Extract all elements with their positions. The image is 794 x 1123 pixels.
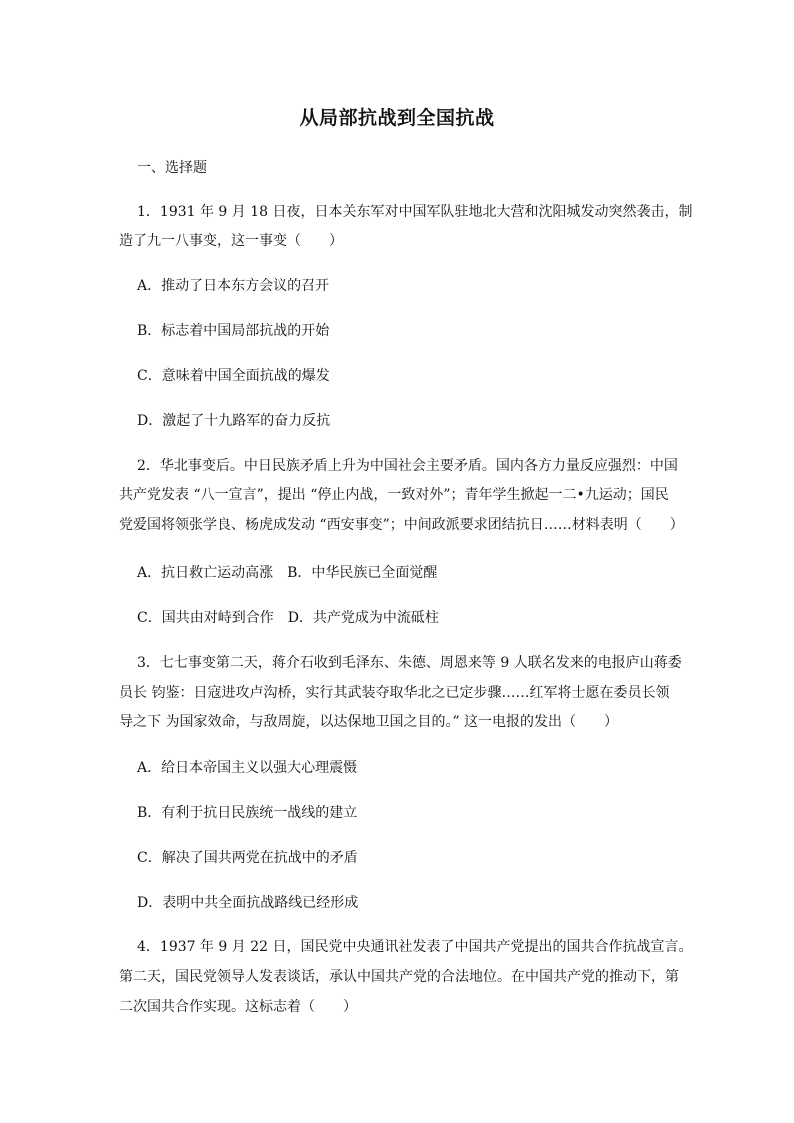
question-1-option-c: C．意味着中国全面抗战的爆发 bbox=[137, 368, 330, 384]
question-1-option-a: A．推动了日本东方会议的召开 bbox=[137, 278, 330, 294]
question-2-stem-line-2: 共产党发表 “八一宣言”，提出 “停止内战，一致对外”；青年学生掀起一二•九运动；国民 bbox=[119, 487, 669, 503]
question-3-option-c: C．解决了国共两党在抗战中的矛盾 bbox=[137, 850, 358, 866]
question-2-options-ab: A．抗日救亡运动高涨 B．中华民族已全面觉醒 bbox=[137, 565, 438, 581]
question-2-stem-line-1: 2．华北事变后。中日民族矛盾上升为中国社会主要矛盾。国内各方力量反应强烈：中国 bbox=[137, 458, 678, 474]
section-heading: 一、选择题 bbox=[137, 160, 207, 176]
question-2-options-cd: C．国共由对峙到合作 D．共产党成为中流砥柱 bbox=[137, 610, 439, 626]
question-3-stem-line-2: 员长 钧鉴：日寇进攻卢沟桥，实行其武装夺取华北之已定步骤……红军将士愿在委员长领 bbox=[119, 685, 670, 701]
question-1-option-d: D．激起了十九路军的奋力反抗 bbox=[137, 413, 331, 429]
document-title: 从局部抗战到全国抗战 bbox=[299, 107, 495, 129]
question-4-stem-line-2: 第二天，国民党领导人发表谈话，承认中国共产党的合法地位。在中国共产党的推动下，第 bbox=[119, 969, 679, 985]
question-3-option-b: B．有利于抗日民族统一战线的建立 bbox=[137, 805, 358, 821]
question-1-stem-line-1: 1．1931 年 9 月 18 日夜，日本关东军对中国军队驻地北大营和沈阳城发动突然袭击，制 bbox=[137, 204, 693, 220]
question-3-stem-line-1: 3．七七事变第二天，蒋介石收到毛泽东、朱德、周恩来等 9 人联名发来的电报庐山蒋委 bbox=[137, 655, 682, 671]
question-4-stem-line-1: 4．1937 年 9 月 22 日，国民党中央通讯社发表了中国共产党提出的国共合作抗战宣言。 bbox=[137, 939, 693, 955]
question-3-option-d: D．表明中共全面抗战路线已经形成 bbox=[137, 895, 359, 911]
question-3-stem-line-3: 导之下 为国家效命，与敌周旋，以达保地卫国之目的。” 这一电报的发出（ ） bbox=[119, 714, 619, 730]
question-1-stem-line-2: 造了九一八事变，这一事变（ ） bbox=[119, 233, 343, 249]
question-2-stem-line-3: 党爱国将领张学良、杨虎成发动 “西安事变”；中间政派要求团结抗日……材料表明（ ） bbox=[119, 517, 684, 533]
question-3-option-a: A．给日本帝国主义以强大心理震慑 bbox=[137, 760, 358, 776]
question-1-option-b: B．标志着中国局部抗战的开始 bbox=[137, 323, 330, 339]
question-4-stem-line-3: 二次国共合作实现。这标志着（ ） bbox=[119, 999, 357, 1015]
